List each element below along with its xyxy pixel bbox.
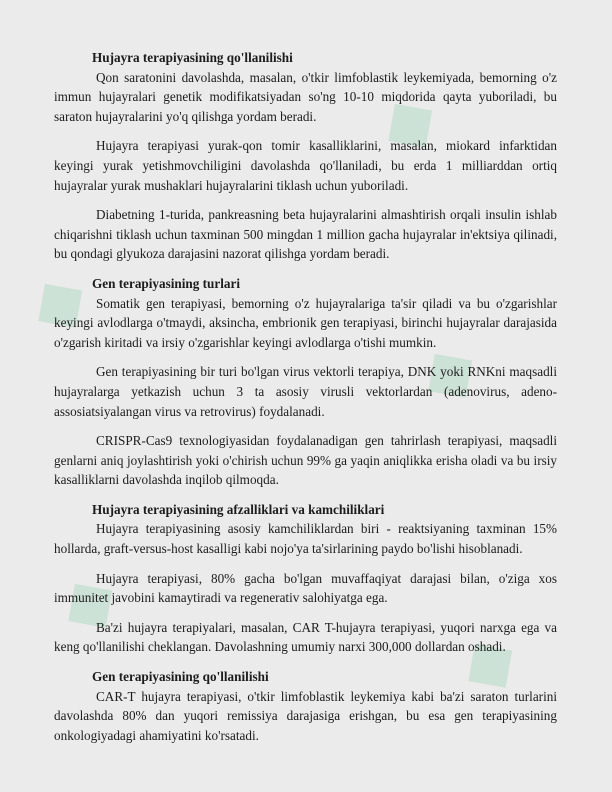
paragraph: Hujayra terapiyasi yurak-qon tomir kasalliklarini, masalan, miokard infarktidan keyingi yurak yetishmovchiligini davolashda qo'llaniladi, bu erda 1 milliarddan ortiq hujayralar yurak mushaklari hujayralarini tiklash uchun yuboriladi. xyxy=(54,138,557,193)
paragraph: Ba'zi hujayra terapiyalari, masalan, CAR T-hujayra terapiyasi, yuqori narxga ega va keng qo'llanilishi cheklangan. Davolashning umumiy narxi 300,000 dollardan oshadi. xyxy=(54,619,557,655)
paragraph: CAR-T hujayra terapiyasi, o'tkir limfoblastik leykemiya kabi ba'zi saraton turlarini davolashda 80% dan yuqori remissiya darajasiga erishgan, bu esa gen terapiyasining onkologiyadagi ahamiyatini ko'rsatadi. xyxy=(54,688,557,743)
section-heading: Hujayra terapiyasining qo'llanilishi xyxy=(92,50,293,65)
section-heading: Hujayra terapiyasining afzalliklari va kamchiliklari xyxy=(92,501,385,517)
paragraph: Hujayra terapiyasining asosiy kamchiliklardan biri - reaktsiyaning taxminan 15% hollarda, graft-versus-host kasalligi kabi nojo'ya ta'sirlarining paydo bo'lishi hisoblanadi. xyxy=(54,521,557,557)
document-body xyxy=(54,48,557,745)
section-heading: Gen terapiyasining turlari xyxy=(92,275,240,291)
paragraph: Somatik gen terapiyasi, bemorning o'z hujayralariga ta'sir qiladi va bu o'zgarishlar keyingi avlodlarga o'tmaydi, aksincha, embrionik gen terapiyasi, birinchi hujayralar darajasida o'zgarish kiritadi va irsiy o'zgarishlar keyingi avlodlarga o'tishi mumkin. xyxy=(54,295,557,350)
paragraph: Diabetning 1-turida, pankreasning beta hujayralarini almashtirish orqali insulin ishlab chiqarishni tiklash uchun taxminan 500 mingdan 1 million gacha hujayralar in'ektsiya qilinadi, bu qondagi glyukoza darajasini nazorat qilishga yordam beradi. xyxy=(54,207,557,262)
paragraph: Gen terapiyasining bir turi bo'lgan virus vektorli terapiya, DNK yoki RNKni maqsadli hujayralarga yetkazish uchun 3 ta asosiy virusli vektorlardan (adenovirus, adeno-assosiatsiyalangan virus va retrovirus) foydalanadi. xyxy=(54,364,557,419)
watermark-glyph: ◆ xyxy=(401,321,493,421)
watermark-glyph: ◆ xyxy=(441,611,533,711)
section-heading: Gen terapiyasining qo'llanilishi xyxy=(92,669,269,685)
watermark-glyph: ◆ xyxy=(11,251,103,351)
paragraph: CRISPR-Cas9 texnologiyasidan foydalanadigan gen tahrirlash terapiyasi, maqsadli genlarni aniq joylashtirish yoki o'chirish uchun 99% ga yaqin aniqlikka erisha oladi va bu irsiy kasalliklarni davolashda inqilob qilmoqda. xyxy=(54,433,557,488)
watermark-glyph: ◆ xyxy=(41,551,133,651)
paragraph: Hujayra terapiyasi, 80% gacha bo'lgan muvaffaqiyat darajasi bilan, o'ziga xos immunitet javobini kamaytiradi va regenerativ salohiyatga ega. xyxy=(54,570,557,606)
watermark-glyph: ◆ xyxy=(361,71,453,171)
paragraph: Qon saratonini davolashda, masalan, o'tkir limfoblastik leykemiyada, bemorning o'z immun hujayralari genetik modifikatsiyadan so'ng 10-10 miqdorida qayta yuboriladi, bu saraton hujayralarini yo'q qilishga yordam beradi. xyxy=(54,69,557,124)
